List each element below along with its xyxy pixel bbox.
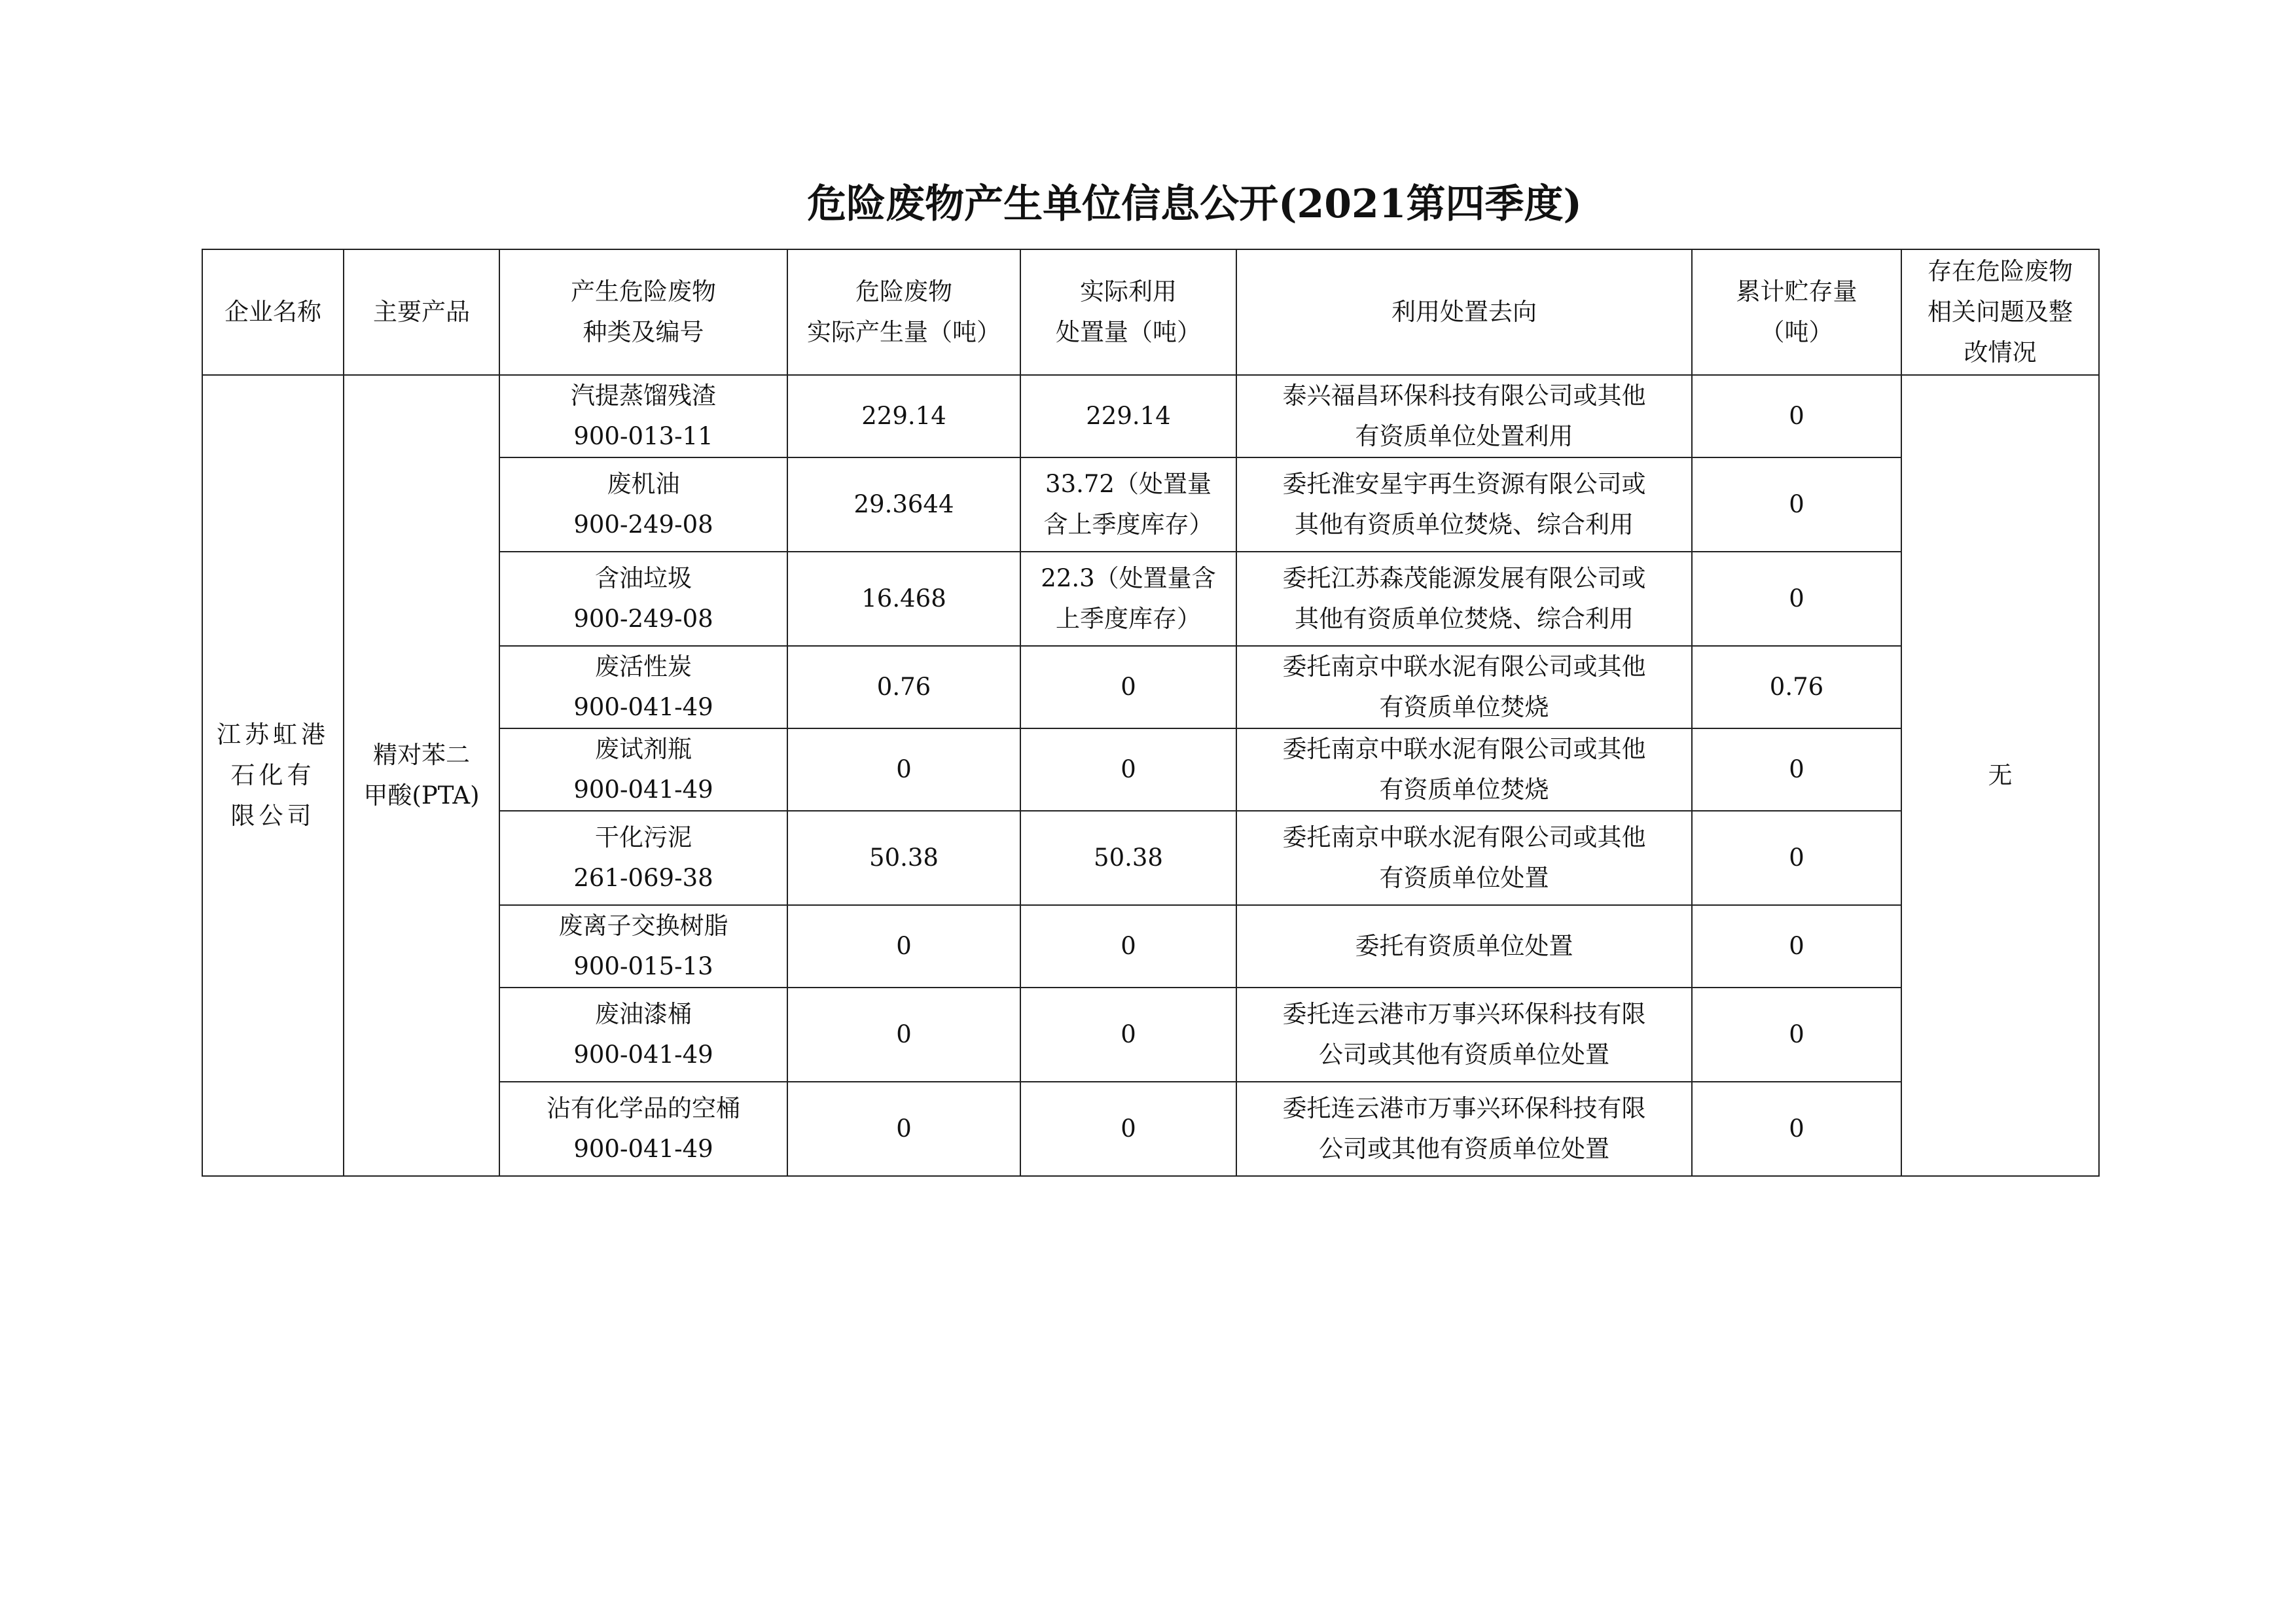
destination-cell: 委托连云港市万事兴环保科技有限 公司或其他有资质单位处置 — [1236, 1082, 1692, 1176]
destination-cell: 委托南京中联水泥有限公司或其他 有资质单位焚烧 — [1236, 646, 1692, 728]
storage-amount-cell: 0 — [1692, 728, 1901, 811]
header-produced: 危险废物 实际产生量（吨） — [787, 249, 1020, 375]
produced-amount-cell: 229.14 — [787, 375, 1020, 457]
document-title: 危险废物产生单位信息公开(2021第四季度) — [807, 181, 1582, 227]
utilized-amount-cell: 22.3（处置量含 上季度库存） — [1020, 552, 1236, 646]
header-waste-type: 产生危险废物 种类及编号 — [499, 249, 787, 375]
utilized-amount-cell: 0 — [1020, 728, 1236, 811]
utilized-amount-cell: 0 — [1020, 905, 1236, 988]
destination-cell: 泰兴福昌环保科技有限公司或其他 有资质单位处置利用 — [1236, 375, 1692, 457]
waste-type-cell: 沾有化学品的空桶 900-041-49 — [499, 1082, 787, 1176]
waste-type-cell: 废机油 900-249-08 — [499, 457, 787, 552]
waste-type-cell: 含油垃圾 900-249-08 — [499, 552, 787, 646]
storage-amount-cell: 0 — [1692, 552, 1901, 646]
issues-cell: 无 — [1901, 375, 2099, 1176]
produced-amount-cell: 0 — [787, 988, 1020, 1082]
produced-amount-cell: 29.3644 — [787, 457, 1020, 552]
storage-amount-cell: 0.76 — [1692, 646, 1901, 728]
header-utilized: 实际利用 处置量（吨） — [1020, 249, 1236, 375]
storage-amount-cell: 0 — [1692, 811, 1901, 905]
header-destination: 利用处置去向 — [1236, 249, 1692, 375]
waste-type-cell: 废油漆桶 900-041-49 — [499, 988, 787, 1082]
utilized-amount-cell: 0 — [1020, 988, 1236, 1082]
waste-type-cell: 废试剂瓶 900-041-49 — [499, 728, 787, 811]
storage-amount-cell: 0 — [1692, 457, 1901, 552]
waste-type-cell: 废离子交换树脂 900-015-13 — [499, 905, 787, 988]
table-body — [202, 375, 2099, 1176]
storage-amount-cell: 0 — [1692, 375, 1901, 457]
destination-cell: 委托连云港市万事兴环保科技有限 公司或其他有资质单位处置 — [1236, 988, 1692, 1082]
header-issues: 存在危险废物 相关问题及整 改情况 — [1901, 249, 2099, 375]
waste-type-cell: 汽提蒸馏残渣 900-013-11 — [499, 375, 787, 457]
produced-amount-cell: 50.38 — [787, 811, 1020, 905]
header-product: 主要产品 — [344, 249, 499, 375]
produced-amount-cell: 16.468 — [787, 552, 1020, 646]
utilized-amount-cell: 229.14 — [1020, 375, 1236, 457]
produced-amount-cell: 0.76 — [787, 646, 1020, 728]
storage-amount-cell: 0 — [1692, 1082, 1901, 1176]
utilized-amount-cell: 50.38 — [1020, 811, 1236, 905]
storage-amount-cell: 0 — [1692, 905, 1901, 988]
storage-amount-cell: 0 — [1692, 988, 1901, 1082]
hazardous-waste-table — [202, 249, 2100, 1177]
destination-cell: 委托江苏森茂能源发展有限公司或 其他有资质单位焚烧、综合利用 — [1236, 552, 1692, 646]
destination-cell: 委托有资质单位处置 — [1236, 905, 1692, 988]
utilized-amount-cell: 0 — [1020, 646, 1236, 728]
waste-type-cell: 废活性炭 900-041-49 — [499, 646, 787, 728]
destination-cell: 委托南京中联水泥有限公司或其他 有资质单位处置 — [1236, 811, 1692, 905]
utilized-amount-cell: 0 — [1020, 1082, 1236, 1176]
header-company: 企业名称 — [202, 249, 344, 375]
company-name-cell: 江苏虹港 石化有 限公司 — [202, 375, 344, 1176]
main-product-cell: 精对苯二 甲酸(PTA) — [344, 375, 499, 1176]
produced-amount-cell: 0 — [787, 728, 1020, 811]
header-storage: 累计贮存量 （吨） — [1692, 249, 1901, 375]
waste-type-cell: 干化污泥 261-069-38 — [499, 811, 787, 905]
produced-amount-cell: 0 — [787, 905, 1020, 988]
produced-amount-cell: 0 — [787, 1082, 1020, 1176]
header-row — [202, 249, 2099, 375]
destination-cell: 委托淮安星宇再生资源有限公司或 其他有资质单位焚烧、综合利用 — [1236, 457, 1692, 552]
table-row — [202, 375, 2099, 457]
destination-cell: 委托南京中联水泥有限公司或其他 有资质单位焚烧 — [1236, 728, 1692, 811]
utilized-amount-cell: 33.72（处置量 含上季度库存） — [1020, 457, 1236, 552]
